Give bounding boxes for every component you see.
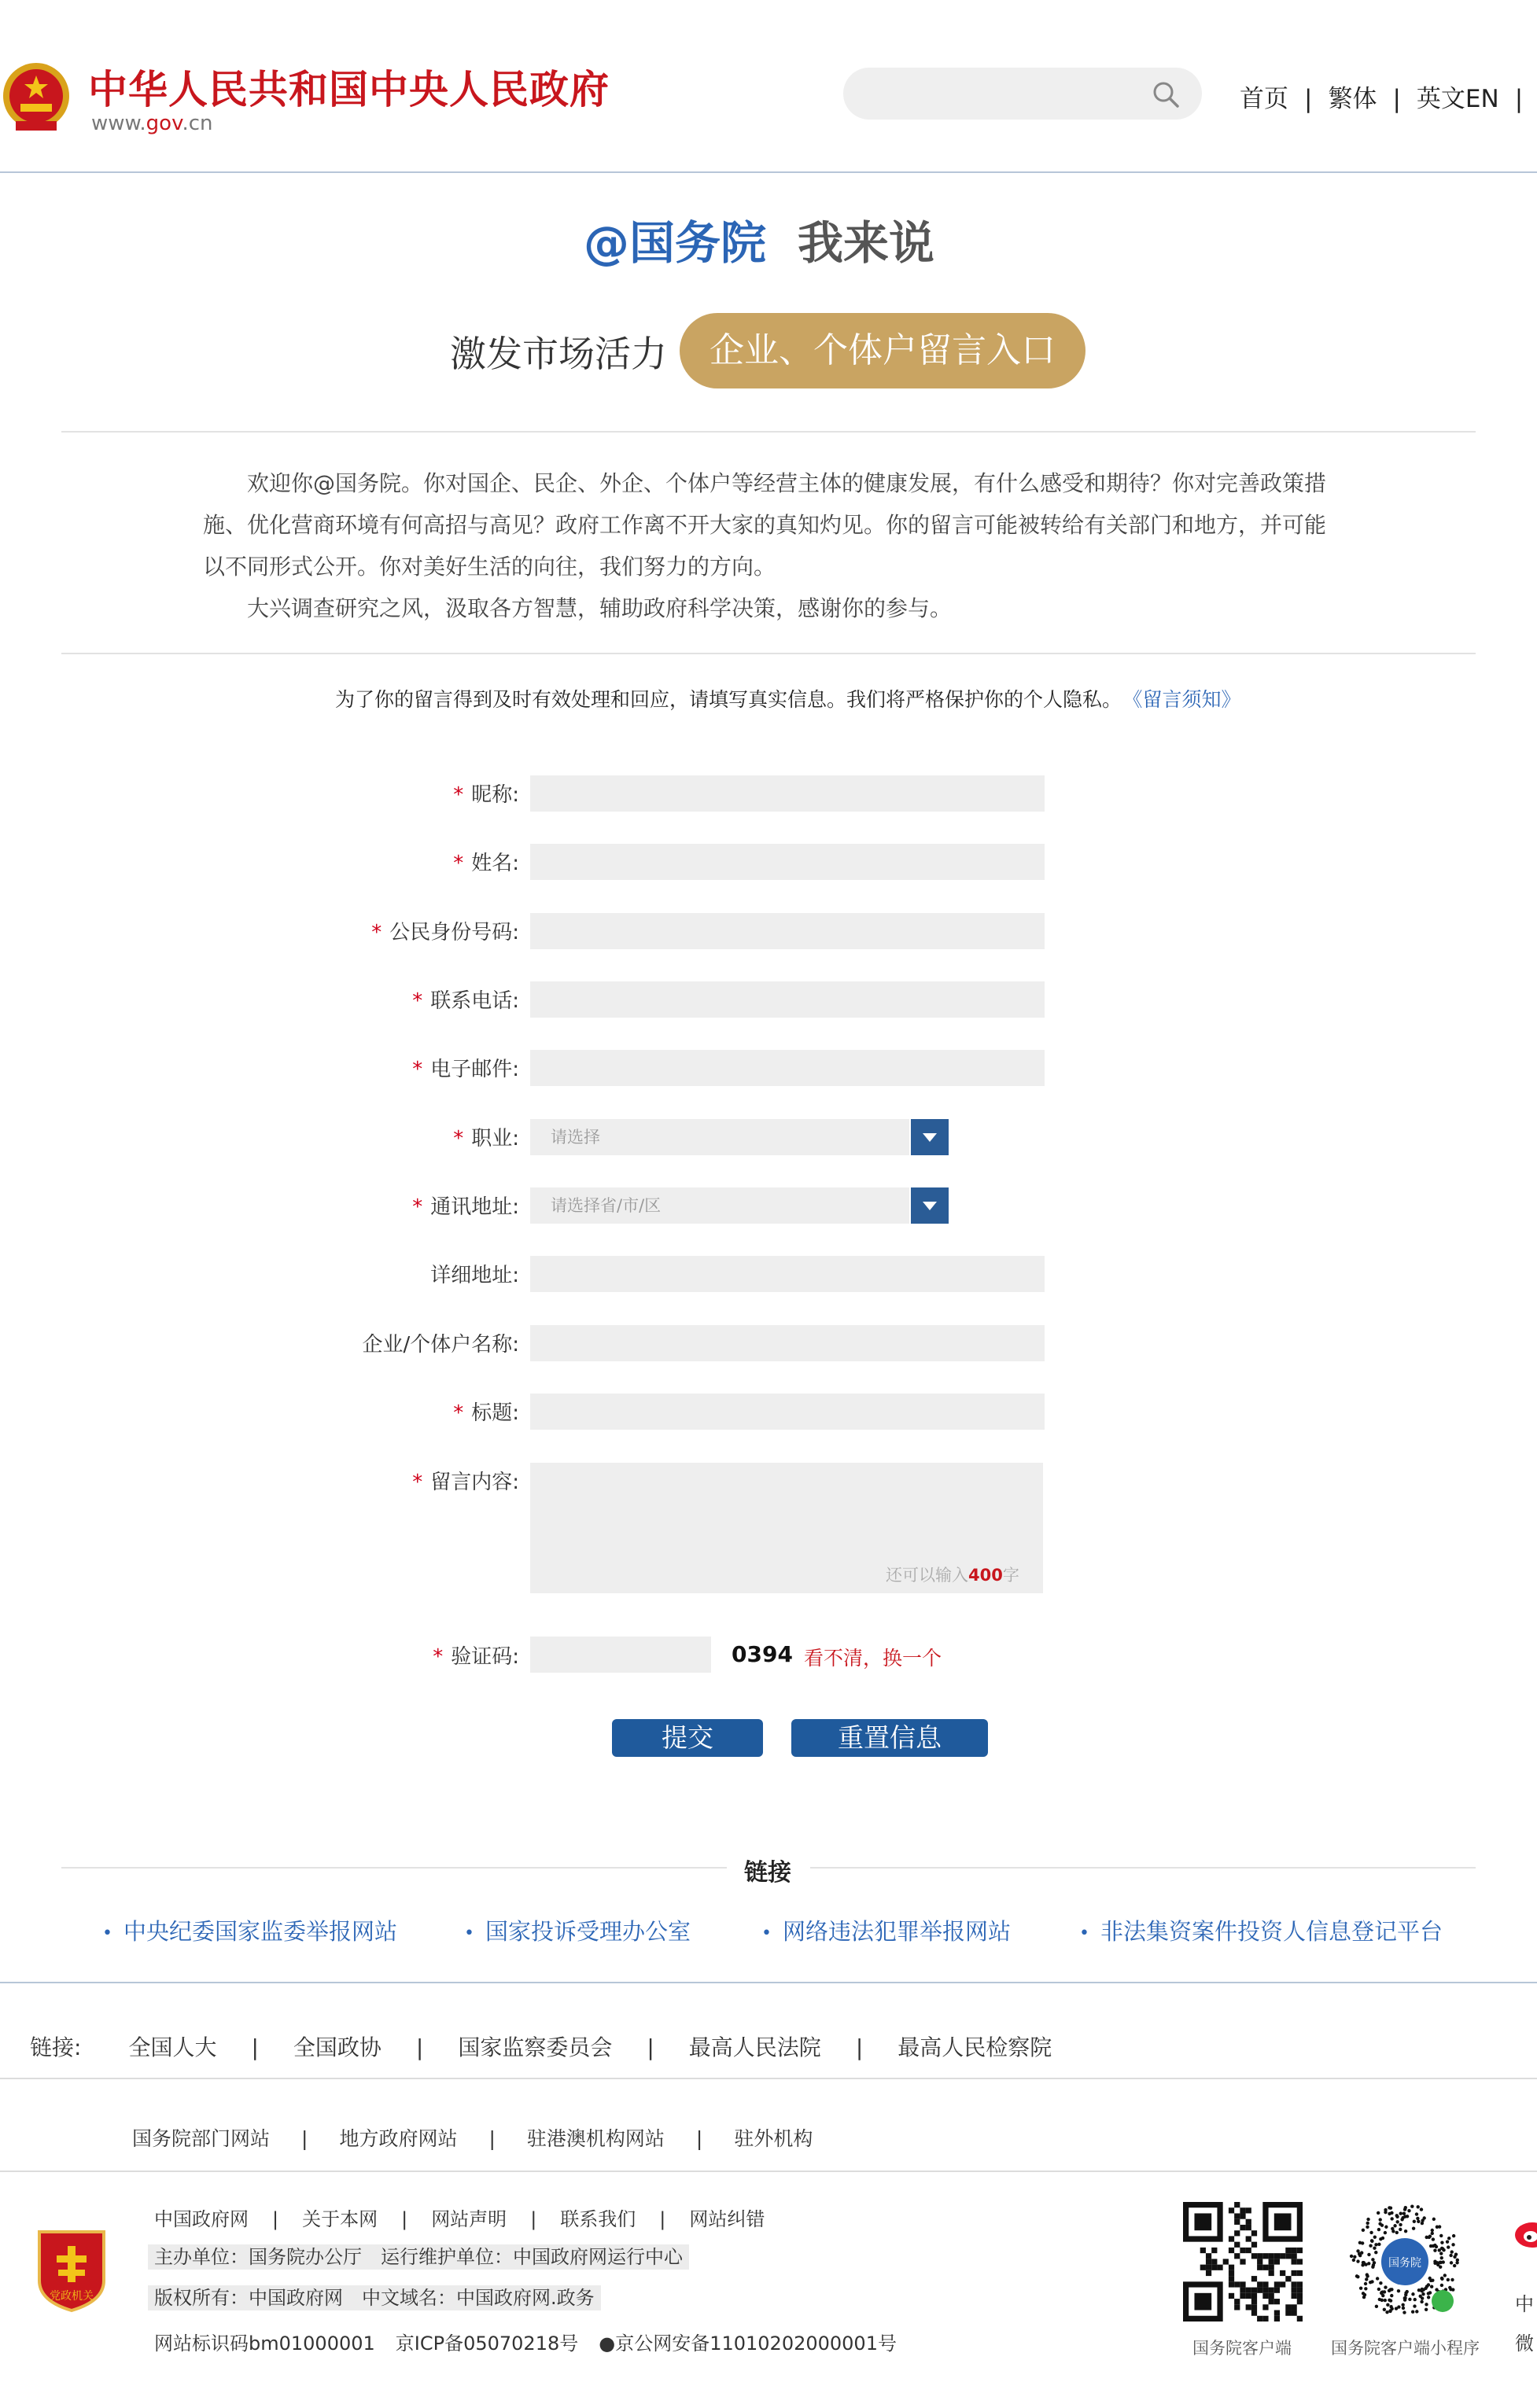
mini-program-label: 国务院 (1388, 2257, 1421, 2270)
nickname-input[interactable] (530, 775, 1045, 812)
captcha-label: * 验证码: (433, 1645, 519, 1669)
police-record[interactable]: 京公网安备11010202000001号 (615, 2333, 897, 2355)
footer-link[interactable]: 全国人大 (128, 2034, 217, 2060)
footer-link[interactable]: 网站纠错 (689, 2208, 765, 2230)
privacy-notice: 为了你的留言得到及时有效处理和回应，请填写真实信息。我们将严格保护你的个人隐私。 《留言须知》 (335, 688, 1241, 711)
captcha-code: 0394 (732, 1641, 793, 1667)
email-input[interactable] (530, 1050, 1045, 1086)
footer-links-row: 国务院部门网站 | 地方政府网站 | 驻港澳机构网站 | 驻外机构 (132, 2127, 813, 2150)
header-divider (0, 171, 1537, 173)
detail-address-label: 详细地址: (430, 1264, 519, 1287)
site-id: 网站标识码bm01000001 (154, 2333, 375, 2355)
company-name-input[interactable] (530, 1325, 1045, 1361)
nav-english-link[interactable]: 英文EN (1416, 85, 1499, 113)
char-counter: 还可以输入400字 (886, 1566, 1019, 1585)
nickname-label: * 昵称: (453, 783, 519, 807)
email-label: * 电子邮件: (412, 1058, 519, 1081)
divider (0, 2078, 1537, 2079)
divider (61, 1867, 727, 1869)
search-icon[interactable] (1152, 80, 1180, 109)
id-number-input[interactable] (530, 913, 1045, 949)
nav-home-link[interactable]: 首页 (1240, 85, 1288, 113)
i-say: 我来说 (798, 216, 935, 270)
qr-caption: 国务院客户端小程序 (1331, 2339, 1480, 2358)
divider (810, 1867, 1476, 1869)
submit-button[interactable]: 提交 (612, 1719, 763, 1757)
footer-registration (154, 2328, 897, 2355)
footer-link[interactable]: 地方政府网站 (339, 2127, 458, 2150)
captcha-refresh-link[interactable]: 看不清，换一个 (804, 1647, 942, 1670)
intro-text (203, 462, 1336, 629)
footer-link[interactable]: 国务院部门网站 (132, 2127, 271, 2150)
link-item[interactable]: • 非法集资案件投资人信息登记平台 (1079, 1918, 1443, 1945)
footer-links-row: 链接: 全国人大 | 全国政协 | 国家监察委员会 | 最高人民法院 | 最高人民检察院 (30, 2034, 1052, 2060)
footer-link[interactable]: 最高人民检察院 (898, 2034, 1052, 2060)
weibo-caption: 微 (1515, 2333, 1534, 2355)
qr-caption: 国务院客户端 (1192, 2339, 1292, 2358)
footer-link[interactable]: 驻港澳机构网站 (526, 2127, 665, 2150)
weibo-icon[interactable] (1512, 2208, 1537, 2255)
footer-divider (0, 1982, 1537, 1983)
search-input[interactable] (843, 68, 1202, 120)
footer-link[interactable]: 全国政协 (293, 2034, 381, 2060)
top-nav: 首页 | 繁体 | 英文EN | (1240, 85, 1524, 113)
footer-copyright: 版权所有：中国政府网 中文域名：中国政府网.政务 (148, 2282, 601, 2310)
id-number-label: * 公民身份号码: (371, 921, 519, 944)
banner-title (584, 206, 934, 272)
banner-subtitle: 激发市场活力 (450, 333, 667, 375)
footer-host: 主办单位：国务院办公厅 运行维护单位：中国政府网运行中心 (148, 2241, 689, 2269)
site-url: www.gov.cn (91, 112, 213, 135)
occupation-label: * 职业: (453, 1127, 519, 1151)
icp-number[interactable]: 京ICP备05070218号 (395, 2333, 579, 2355)
name-input[interactable] (530, 844, 1045, 880)
party-government-badge-icon[interactable] (35, 2226, 109, 2314)
footer-link[interactable]: 驻外机构 (734, 2127, 813, 2150)
police-badge-icon: ● (599, 2333, 616, 2355)
nav-traditional-link[interactable]: 繁体 (1328, 85, 1377, 113)
name-label: * 姓名: (453, 852, 519, 875)
phone-input[interactable] (530, 981, 1045, 1018)
footer-link[interactable]: 最高人民法院 (688, 2034, 821, 2060)
divider (61, 653, 1476, 654)
mini-program-code-icon[interactable] (1345, 2202, 1465, 2321)
footer-link[interactable]: 联系我们 (560, 2208, 636, 2230)
subject-input[interactable] (530, 1394, 1045, 1430)
at-state-council: @国务院 (584, 216, 767, 270)
chevron-down-icon[interactable] (911, 1119, 949, 1155)
business-entry-button[interactable]: 企业、个体户留言入口 (680, 313, 1085, 388)
badge-text: 党政机关 (50, 2290, 94, 2303)
company-name-label: 企业/个体户名称: (362, 1333, 519, 1357)
site-title[interactable]: 中华人民共和国中央人民政府 (88, 67, 610, 112)
subject-label: * 标题: (453, 1401, 519, 1425)
reset-button[interactable]: 重置信息 (791, 1719, 988, 1757)
qr-code-icon[interactable] (1183, 2202, 1303, 2321)
footer-link[interactable]: 国家监察委员会 (458, 2034, 613, 2060)
phone-label: * 联系电话: (412, 989, 519, 1013)
footer-link[interactable]: 关于本网 (302, 2208, 378, 2230)
footer-info-links: 中国政府网 | 关于本网 | 网站声明 | 联系我们 | 网站纠错 (154, 2208, 765, 2230)
divider (61, 431, 1476, 433)
intro-paragraph: 欢迎你@国务院。你对国企、民企、外企、个体户等经营主体的健康发展，有什么感受和期待？你对完善政策措施、优化营商环境有何高招与高见？政府工作离不开大家的真知灼见。你的留言可能被转给有关部门和地方，并可能以不同形式公开。你对美好生活的向往，我们努力的方向。 (203, 470, 1327, 580)
chevron-down-icon[interactable] (911, 1187, 949, 1224)
footer-links-label: 链接: (30, 2034, 82, 2060)
links-title: 链接 (744, 1859, 791, 1887)
intro-paragraph: 大兴调查研究之风，汲取各方智慧，辅助政府科学决策，感谢你的参与。 (247, 595, 953, 621)
address-label: * 通讯地址: (412, 1195, 519, 1219)
link-item[interactable]: • 网络违法犯罪举报网站 (761, 1918, 1011, 1945)
message-rules-link[interactable]: 《留言须知》 (1133, 688, 1241, 711)
content-label: * 留言内容: (412, 1471, 519, 1494)
national-emblem-icon (0, 58, 72, 135)
link-item[interactable]: • 中央纪委国家监委举报网站 (102, 1918, 397, 1945)
link-item[interactable]: • 国家投诉受理办公室 (464, 1918, 691, 1945)
weibo-caption: 中 (1515, 2293, 1534, 2315)
footer-link[interactable]: 中国政府网 (154, 2208, 249, 2230)
address-select[interactable]: 请选择省/市/区 (530, 1187, 909, 1224)
divider (0, 2171, 1537, 2172)
occupation-select[interactable]: 请选择 (530, 1119, 909, 1155)
captcha-input[interactable] (530, 1637, 711, 1673)
footer-link[interactable]: 网站声明 (431, 2208, 507, 2230)
detail-address-input[interactable] (530, 1256, 1045, 1292)
